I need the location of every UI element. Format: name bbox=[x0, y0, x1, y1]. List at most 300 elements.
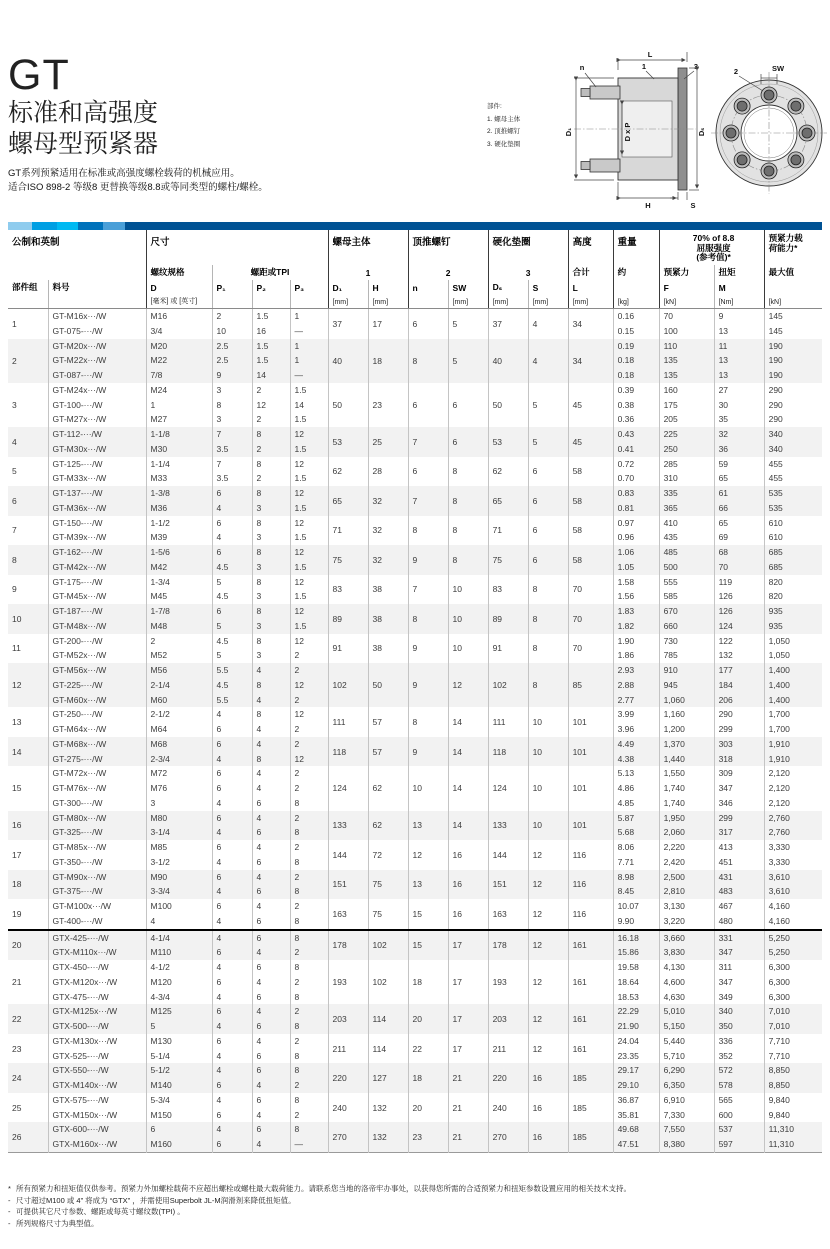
pitch-p2: 1.5 bbox=[252, 339, 290, 354]
pitch-p3: 12 bbox=[290, 545, 328, 560]
torque-m: 177 bbox=[714, 663, 764, 678]
max-capacity: 9,840 bbox=[768, 1094, 790, 1105]
max-capacity: 190 bbox=[768, 340, 783, 351]
weight-kg: 21.90 bbox=[613, 1019, 659, 1034]
accent-bar-segment bbox=[8, 222, 32, 230]
preload-f: 6,910 bbox=[659, 1093, 714, 1108]
nut-height-h: 32 bbox=[368, 486, 408, 516]
max-capacity: 1,050 bbox=[768, 635, 790, 646]
nut-dia-d1: 133 bbox=[328, 811, 368, 841]
unit-spacer bbox=[408, 295, 448, 309]
weight-kg: 36.87 bbox=[613, 1093, 659, 1108]
max-capacity: 2,120 bbox=[768, 783, 790, 793]
jackbolt-sw: 8 bbox=[448, 486, 488, 516]
colgroup-size: 尺寸 bbox=[146, 230, 328, 265]
washer-dia-ds: 178 bbox=[488, 930, 528, 961]
part-number: GTX-M150x···/W bbox=[48, 1108, 146, 1123]
thread-size-d: 1-3/8 bbox=[146, 486, 212, 501]
pitch-p1: 4 bbox=[212, 990, 252, 1005]
pitch-p2: 16 bbox=[252, 324, 290, 339]
pitch-p2: 12 bbox=[252, 398, 290, 413]
max-capacity: 2,120 bbox=[768, 797, 790, 808]
pitch-p2: 6 bbox=[252, 884, 290, 899]
torque-m: 340 bbox=[714, 1004, 764, 1019]
jackbolt-sw: 16 bbox=[448, 870, 488, 900]
table-row bbox=[8, 899, 822, 914]
header-spacer bbox=[8, 265, 146, 280]
part-group-number: 21 bbox=[8, 960, 48, 1004]
colgroup-washer: 硬化垫圈 bbox=[488, 230, 568, 265]
part-number: GT-M64x···/W bbox=[48, 722, 146, 737]
torque-m: 318 bbox=[714, 752, 764, 767]
pitch-p3: 1.5 bbox=[290, 530, 328, 545]
dim-label-L: L bbox=[647, 50, 653, 59]
jackbolt-count-n: 20 bbox=[408, 1093, 448, 1123]
pitch-p2: 8 bbox=[252, 545, 290, 560]
torque-m: 467 bbox=[714, 899, 764, 914]
jackbolt-top bbox=[590, 86, 620, 99]
pitch-p2: 3 bbox=[252, 648, 290, 663]
preload-f: 225 bbox=[659, 427, 714, 442]
table-row bbox=[8, 930, 822, 946]
pitch-p3: 12 bbox=[290, 457, 328, 472]
pitch-p2: 6 bbox=[252, 1049, 290, 1064]
weight-kg: 10.07 bbox=[613, 899, 659, 914]
pitch-p3: — bbox=[290, 1137, 328, 1152]
preload-f: 285 bbox=[659, 457, 714, 472]
pitch-p3: 8 bbox=[290, 1093, 328, 1108]
washer-thickness-s: 5 bbox=[528, 383, 568, 427]
pitch-p2: 6 bbox=[252, 914, 290, 930]
torque-m: 13 bbox=[714, 353, 764, 368]
max-capacity: 685 bbox=[768, 547, 783, 557]
max-capacity: 1,910 bbox=[768, 753, 790, 764]
jackbolt-count-n: 22 bbox=[408, 1034, 448, 1064]
accent-bar-segment bbox=[78, 222, 103, 230]
thread-size-d: 5-1/2 bbox=[146, 1063, 212, 1078]
pitch-p2: 6 bbox=[252, 1122, 290, 1137]
footnotes bbox=[8, 1183, 826, 1229]
table-row bbox=[8, 1034, 822, 1049]
jackbolt-count-n: 10 bbox=[408, 766, 448, 810]
nut-dia-d1: 50 bbox=[328, 383, 368, 427]
max-capacity: 4,160 bbox=[768, 915, 790, 926]
jackbolt-sw: 17 bbox=[448, 1004, 488, 1034]
pitch-p3: 1 bbox=[290, 353, 328, 368]
table-row bbox=[8, 516, 822, 531]
max-capacity: 7,010 bbox=[768, 1021, 790, 1031]
pitch-p3: 8 bbox=[290, 990, 328, 1005]
thread-size-d: M100 bbox=[146, 899, 212, 914]
pitch-p3: 8 bbox=[290, 1063, 328, 1078]
nut-height-h: 72 bbox=[368, 840, 408, 870]
spec-table-header bbox=[8, 230, 822, 309]
jackbolt-sw: 10 bbox=[448, 575, 488, 605]
nut-height-h: 132 bbox=[368, 1122, 408, 1152]
page-subtitle-line2: 螺母型预紧器 bbox=[8, 130, 159, 158]
preload-f: 1,160 bbox=[659, 707, 714, 722]
part-group-number: 20 bbox=[8, 930, 48, 961]
header-H: H bbox=[368, 280, 408, 295]
total-length-l: 101 bbox=[568, 811, 613, 841]
part-number: GT-075-···/W bbox=[48, 324, 146, 339]
nut-height-h: 50 bbox=[368, 663, 408, 707]
thread-size-d: M36 bbox=[146, 501, 212, 516]
max-capacity: 7,710 bbox=[768, 1035, 790, 1046]
header-S: S bbox=[528, 280, 568, 295]
part-group-number: 18 bbox=[8, 870, 48, 900]
washer-dia-ds: 83 bbox=[488, 575, 528, 605]
jackbolt-count-n: 9 bbox=[408, 545, 448, 575]
pitch-p3: 12 bbox=[290, 575, 328, 590]
jackbolt-count-n: 6 bbox=[408, 383, 448, 427]
pitch-p2: 4 bbox=[252, 722, 290, 737]
colgroup-jackscrews: 顶推螺钉 bbox=[408, 230, 488, 265]
thread-size-d: 2 bbox=[146, 634, 212, 649]
weight-kg: 4.85 bbox=[613, 796, 659, 811]
preload-f: 730 bbox=[659, 634, 714, 649]
max-capacity: 190 bbox=[768, 355, 783, 366]
thread-size-d: M64 bbox=[146, 722, 212, 737]
max-capacity: 610 bbox=[768, 517, 783, 528]
spec-table-body bbox=[8, 309, 822, 1153]
nut-height-h: 114 bbox=[368, 1034, 408, 1064]
total-length-l: 161 bbox=[568, 960, 613, 1004]
nut-dia-d1: 102 bbox=[328, 663, 368, 707]
dim-label-Ds: Dₛ bbox=[697, 127, 706, 137]
washer-dia-ds: 118 bbox=[488, 737, 528, 767]
thread-size-d: 3-3/4 bbox=[146, 884, 212, 899]
torque-m: 311 bbox=[714, 960, 764, 975]
pitch-p3: 2 bbox=[290, 648, 328, 663]
torque-m: 119 bbox=[714, 575, 764, 590]
part-group-number: 9 bbox=[8, 575, 48, 605]
pitch-p1: 5.5 bbox=[212, 663, 252, 678]
table-row bbox=[8, 1004, 822, 1019]
washer-dia-ds: 144 bbox=[488, 840, 528, 870]
thread-size-d: 3 bbox=[146, 796, 212, 811]
pitch-p2: 4 bbox=[252, 693, 290, 708]
torque-m: 35 bbox=[714, 412, 764, 427]
total-length-l: 85 bbox=[568, 663, 613, 707]
pitch-p3: 1.5 bbox=[290, 442, 328, 457]
nut-height-h: 25 bbox=[368, 427, 408, 457]
preload-f: 160 bbox=[659, 383, 714, 398]
part-group-number: 7 bbox=[8, 516, 48, 546]
preload-f: 5,440 bbox=[659, 1034, 714, 1049]
footnote-line bbox=[8, 1183, 826, 1195]
washer-thickness-s: 8 bbox=[528, 663, 568, 707]
total-length-l: 161 bbox=[568, 1034, 613, 1064]
weight-kg: 0.38 bbox=[613, 398, 659, 413]
total-length-l: 116 bbox=[568, 870, 613, 900]
max-capacity: 935 bbox=[768, 620, 783, 631]
washer-dia-ds: 163 bbox=[488, 899, 528, 930]
part-group-number: 4 bbox=[8, 427, 48, 457]
footnote-line bbox=[8, 1206, 826, 1218]
parts-legend-item-1: 1. 螺母主体 bbox=[487, 115, 521, 123]
part-number: GTX-M130x···/W bbox=[48, 1034, 146, 1049]
jackbolt-sw: 10 bbox=[448, 604, 488, 634]
table-row bbox=[8, 707, 822, 722]
header-thread-spec: 螺纹规格 bbox=[146, 265, 212, 280]
jackbolt-sw: 21 bbox=[448, 1063, 488, 1093]
nut-dia-d1: 91 bbox=[328, 634, 368, 664]
max-capacity: 7,710 bbox=[768, 1050, 790, 1061]
pitch-p1: 3.5 bbox=[212, 471, 252, 486]
pitch-p2: 6 bbox=[252, 1019, 290, 1034]
torque-m: 309 bbox=[714, 766, 764, 781]
thread-size-d: M30 bbox=[146, 442, 212, 457]
preload-f: 1,370 bbox=[659, 737, 714, 752]
max-capacity: 145 bbox=[768, 325, 783, 336]
thread-size-d: M42 bbox=[146, 560, 212, 575]
washer-dia-ds: 124 bbox=[488, 766, 528, 810]
jackbolt-sw: 8 bbox=[448, 457, 488, 487]
max-capacity: 535 bbox=[768, 488, 783, 498]
total-length-l: 161 bbox=[568, 1004, 613, 1034]
part-number: GT-225-···/W bbox=[48, 678, 146, 693]
footnote-text: 可提供其它尺寸参数、螺距或每英寸螺纹数(TPI) 。 bbox=[16, 1207, 185, 1216]
pitch-p2: 8 bbox=[252, 604, 290, 619]
pitch-p3: 8 bbox=[290, 884, 328, 899]
total-length-l: 58 bbox=[568, 457, 613, 487]
part-group-number: 5 bbox=[8, 457, 48, 487]
table-row bbox=[8, 383, 822, 398]
torque-m: 600 bbox=[714, 1108, 764, 1123]
preload-f: 1,550 bbox=[659, 766, 714, 781]
pitch-p1: 4 bbox=[212, 914, 252, 930]
dim-label-SW: SW bbox=[771, 64, 785, 73]
part-number: GT-325-···/W bbox=[48, 825, 146, 840]
pitch-p3: 12 bbox=[290, 707, 328, 722]
part-number: GTX-550-···/W bbox=[48, 1063, 146, 1078]
total-length-l: 34 bbox=[568, 309, 613, 339]
footnote-text: 尺寸超过M100 或 4” 将成为 “GTX” ，并需使用Superbolt JL-M润滑剂来降低扭矩值。 bbox=[16, 1195, 296, 1205]
max-capacity: 290 bbox=[768, 384, 783, 395]
jackbolt-count-n: 12 bbox=[408, 840, 448, 870]
thread-size-d: M56 bbox=[146, 663, 212, 678]
table-row bbox=[8, 1093, 822, 1108]
thread-size-d: 2-1/2 bbox=[146, 707, 212, 722]
torque-m: 65 bbox=[714, 471, 764, 486]
pitch-p3: 2 bbox=[290, 693, 328, 708]
part-group-number: 16 bbox=[8, 811, 48, 841]
pitch-p2: 6 bbox=[252, 930, 290, 946]
torque-m: 431 bbox=[714, 870, 764, 885]
max-capacity: 290 bbox=[768, 399, 783, 410]
thread-size-d: 5 bbox=[146, 1019, 212, 1034]
washer-thickness-s: 8 bbox=[528, 604, 568, 634]
pitch-p1: 6 bbox=[212, 870, 252, 885]
total-length-l: 101 bbox=[568, 707, 613, 737]
thread-size-d: 3-1/4 bbox=[146, 825, 212, 840]
thread-size-d: M76 bbox=[146, 781, 212, 796]
preload-f: 2,420 bbox=[659, 855, 714, 870]
pitch-p1: 4 bbox=[212, 1049, 252, 1064]
parts-legend-item-2: 2. 顶推螺钉 bbox=[487, 128, 521, 135]
nut-dia-d1: 71 bbox=[328, 516, 368, 546]
preload-f: 2,220 bbox=[659, 840, 714, 855]
parts-legend bbox=[487, 101, 520, 151]
pitch-p1: 6 bbox=[212, 545, 252, 560]
header-total: 合计 bbox=[568, 265, 613, 280]
preload-f: 3,220 bbox=[659, 914, 714, 930]
part-number: GT-150-···/W bbox=[48, 516, 146, 531]
washer-dia-ds: 240 bbox=[488, 1093, 528, 1123]
pitch-p3: 2 bbox=[290, 737, 328, 752]
preload-f: 1,440 bbox=[659, 752, 714, 767]
washer-thickness-s: 6 bbox=[528, 545, 568, 575]
header-P2: P₂ bbox=[252, 280, 290, 295]
weight-kg: 23.35 bbox=[613, 1049, 659, 1064]
total-length-l: 45 bbox=[568, 427, 613, 457]
total-length-l: 45 bbox=[568, 383, 613, 427]
part-number: GT-M36x···/W bbox=[48, 501, 146, 516]
pitch-p1: 4 bbox=[212, 960, 252, 975]
pitch-p1: 4.5 bbox=[212, 678, 252, 693]
table-row bbox=[8, 309, 822, 324]
nut-height-h: 102 bbox=[368, 960, 408, 1004]
jackbolt-count-n: 9 bbox=[408, 737, 448, 767]
torque-m: 65 bbox=[714, 516, 764, 531]
table-row bbox=[8, 1122, 822, 1137]
nut-dia-d1: 220 bbox=[328, 1063, 368, 1093]
title-block bbox=[8, 52, 268, 195]
table-row bbox=[8, 457, 822, 472]
torque-m: 565 bbox=[714, 1093, 764, 1108]
pitch-p1: 4.5 bbox=[212, 589, 252, 604]
max-capacity: 1,700 bbox=[768, 724, 790, 734]
preload-f: 555 bbox=[659, 575, 714, 590]
thread-size-d: 1 bbox=[146, 398, 212, 413]
thread-size-d: M22 bbox=[146, 353, 212, 368]
washer-thickness-s: 6 bbox=[528, 486, 568, 516]
pitch-p1: 4 bbox=[212, 796, 252, 811]
header-P1: P₁ bbox=[212, 280, 252, 295]
weight-kg: 2.77 bbox=[613, 693, 659, 708]
washer-dia-ds: 53 bbox=[488, 427, 528, 457]
weight-kg: 18.53 bbox=[613, 990, 659, 1005]
pitch-p2: 8 bbox=[252, 678, 290, 693]
jackbolt-sw: 21 bbox=[448, 1093, 488, 1123]
weight-kg: 0.18 bbox=[613, 353, 659, 368]
preload-f: 945 bbox=[659, 678, 714, 693]
weight-kg: 29.10 bbox=[613, 1078, 659, 1093]
jackbolt-count-n: 8 bbox=[408, 604, 448, 634]
torque-m: 597 bbox=[714, 1137, 764, 1152]
pitch-p3: 2 bbox=[290, 1108, 328, 1123]
part-number: GTX-475-···/W bbox=[48, 990, 146, 1005]
jackbolt-count-n: 6 bbox=[408, 309, 448, 339]
pitch-p2: 14 bbox=[252, 368, 290, 383]
pitch-p1: 4 bbox=[212, 855, 252, 870]
max-capacity: 1,400 bbox=[768, 665, 790, 675]
nut-dia-d1: 53 bbox=[328, 427, 368, 457]
nut-dia-d1: 124 bbox=[328, 766, 368, 810]
part-group-number: 25 bbox=[8, 1093, 48, 1123]
pitch-p2: 4 bbox=[252, 975, 290, 990]
nut-dia-d1: 144 bbox=[328, 840, 368, 870]
part-number: GT-M76x···/W bbox=[48, 781, 146, 796]
part-number: GT-M68x···/W bbox=[48, 737, 146, 752]
header-preload: 预紧力 bbox=[659, 265, 714, 280]
nut-dia-d1: 151 bbox=[328, 870, 368, 900]
jackbolt-sw: 14 bbox=[448, 737, 488, 767]
pitch-p2: 6 bbox=[252, 1063, 290, 1078]
pitch-p3: 8 bbox=[290, 855, 328, 870]
jackbolt-count-n: 9 bbox=[408, 634, 448, 664]
preload-f: 660 bbox=[659, 619, 714, 634]
part-number: GT-M56x···/W bbox=[48, 663, 146, 678]
pitch-p2: 4 bbox=[252, 1004, 290, 1019]
pitch-p3: 12 bbox=[290, 752, 328, 767]
pitch-p3: 12 bbox=[290, 678, 328, 693]
preload-f: 135 bbox=[659, 353, 714, 368]
nut-dia-d1: 75 bbox=[328, 545, 368, 575]
pitch-p1: 6 bbox=[212, 516, 252, 531]
pitch-p2: 2 bbox=[252, 442, 290, 457]
thread-size-d: M45 bbox=[146, 589, 212, 604]
pitch-p2: 4 bbox=[252, 945, 290, 960]
table-row bbox=[8, 634, 822, 649]
weight-kg: 0.16 bbox=[613, 309, 659, 324]
thread-size-d: M60 bbox=[146, 693, 212, 708]
thread-size-d: 4-3/4 bbox=[146, 990, 212, 1005]
nut-dia-d1: 89 bbox=[328, 604, 368, 634]
nut-dia-d1: 211 bbox=[328, 1034, 368, 1064]
header-D1: D₁ bbox=[328, 280, 368, 295]
weight-kg: 15.86 bbox=[613, 945, 659, 960]
part-number: GT-M48x···/W bbox=[48, 619, 146, 634]
header-part-3: 3 bbox=[488, 265, 568, 280]
pitch-p2: 4 bbox=[252, 766, 290, 781]
table-row bbox=[8, 1063, 822, 1078]
weight-kg: 24.04 bbox=[613, 1034, 659, 1049]
thread-size-d: 7/8 bbox=[146, 368, 212, 383]
jackbolt-bottom-head bbox=[581, 162, 590, 170]
footnote-marker: - bbox=[8, 1195, 11, 1205]
torque-m: 480 bbox=[714, 914, 764, 930]
weight-kg: 0.19 bbox=[613, 339, 659, 354]
part-number: GT-M72x···/W bbox=[48, 766, 146, 781]
pitch-p1: 4 bbox=[212, 825, 252, 840]
total-length-l: 101 bbox=[568, 766, 613, 810]
jackbolt-sw: 17 bbox=[448, 1034, 488, 1064]
thread-size-d: M24 bbox=[146, 383, 212, 398]
accent-bar-segment bbox=[32, 222, 57, 230]
jackbolt-count-n: 20 bbox=[408, 1004, 448, 1034]
pitch-p1: 4 bbox=[212, 501, 252, 516]
washer-dia-ds: 220 bbox=[488, 1063, 528, 1093]
pitch-p1: 5 bbox=[212, 619, 252, 634]
pitch-p3: 12 bbox=[290, 427, 328, 442]
washer-thickness-s: 12 bbox=[528, 870, 568, 900]
unit-S: [mm] bbox=[528, 295, 568, 309]
pitch-p1: 6 bbox=[212, 781, 252, 796]
parts-legend-title: 部件: bbox=[487, 103, 502, 110]
part-number: GTX-450-···/W bbox=[48, 960, 146, 975]
max-capacity: 3,330 bbox=[768, 842, 790, 852]
part-number: GT-275-···/W bbox=[48, 752, 146, 767]
thread-size-d: M90 bbox=[146, 870, 212, 885]
pitch-p1: 6 bbox=[212, 1078, 252, 1093]
torque-m: 206 bbox=[714, 693, 764, 708]
thread-size-d: 4-1/2 bbox=[146, 960, 212, 975]
part-group-number: 6 bbox=[8, 486, 48, 516]
weight-kg: 2.88 bbox=[613, 678, 659, 693]
preload-f: 4,130 bbox=[659, 960, 714, 975]
